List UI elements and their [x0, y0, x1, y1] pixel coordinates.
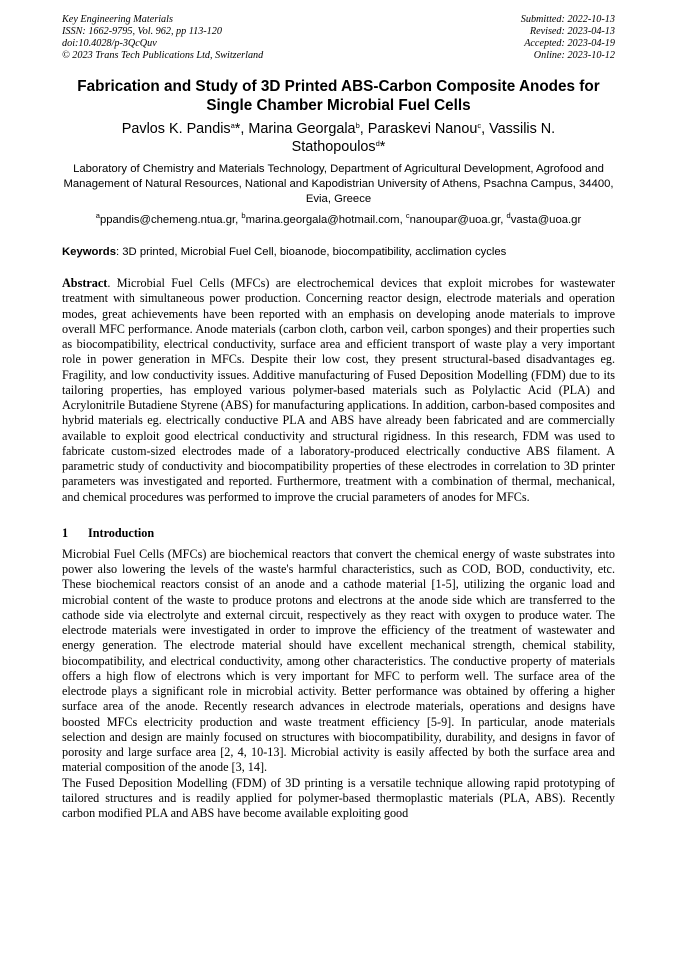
author-list: [62, 120, 615, 156]
date-revised: Revised: 2023-04-13: [529, 26, 615, 37]
intro-paragraph: The Fused Deposition Modelling (FDM) of 3D printing is a versatile technique allowing rapid prototyping of tailored structures and is readily applied for polymer-based thermoplastic materials (PLA, ABS). Recently carbon modified PLA and ABS have become available exploiting good: [62, 775, 615, 820]
publication-dates: [521, 14, 615, 62]
keywords-text: : 3D printed, Microbial Fuel Cell, bioanode, biocompatibility, acclimation cycles: [116, 246, 507, 258]
email-link[interactable]: $^c$nanoupar@uoa.gr,: [405, 211, 507, 226]
author: Pavlos K. Pandis$^a$*,: [121, 121, 249, 137]
section-heading: [62, 526, 615, 541]
journal-issn: ISSN: 1662-9795, Vol. 962, pp 113-120: [62, 26, 222, 37]
journal-doi: doi:10.4028/p-3QcQuv: [62, 38, 157, 49]
abstract: [62, 276, 615, 505]
author: Paraskevi Nanou$^c$,: [367, 121, 490, 137]
author-emails: [62, 213, 615, 228]
keywords-label: Keywords: [62, 246, 116, 258]
journal-info: [62, 14, 263, 62]
email-link[interactable]: $^d$vasta@uoa.gr: [506, 211, 582, 226]
email-link[interactable]: $^b$marina.georgala@hotmail.com,: [241, 211, 406, 226]
section-title: Introduction: [88, 525, 155, 540]
keywords: [62, 245, 615, 260]
section-number: 1: [62, 525, 69, 540]
journal-copyright: © 2023 Trans Tech Publications Ltd, Switzerland: [62, 50, 264, 61]
abstract-text: . Microbial Fuel Cells (MFCs) are electrochemical devices that exploit microbes for wastewater treatment with simultaneous power production. Concerning reactor design, electrode materials and operation modes, great achievements have been reported with an emphasis on developing anode materials to improve overall MFC performance. Anode materials (carbon cloth, carbon veil, carbon sponges) and their properties such as biocompatibility, electrical conductivity, surface area and efficient transport of waste play a very important role in power generation in MFCs. Despite their low cost, they present structural-based disadvantages eg. Fragility, and low conductivity issues. Additive manufacturing of Fused Deposition Modelling (FDM) due to its tailoring properties, has employed various polymer-based materials such as Polylactic Acid (PLA) and Acrylonitrile Butadiene Styrene (ABS) for manufacturing applications. In addition, carbon-based composites and hybrid materials eg. electrically conductive PLA and ABS have already been fabricated and are commercially available to exploit good electrical conductivity and structural rigidness. In this research, FDM was used to fabricate custom-sized electrodes made of a laboratory-produced electrically conductive ABS filament. A parametric study of conductivity and biocompatibility properties of these electrodes in correlation to 3D printer parameters was investigated and reported. Furthermore, treatment with a combination of thermal, mechanical, and chemical procedures was performed to improve the crucial parameters of anodes for MFCs.: [62, 276, 615, 504]
date-online: Online: 2023-10-12: [533, 50, 615, 61]
date-accepted: Accepted: 2023-04-19: [524, 38, 615, 49]
date-submitted: Submitted: 2022-10-13: [520, 14, 615, 25]
paper-page: [62, 14, 615, 821]
author: Vassilis N. Stathopoulos$^d$*: [291, 121, 556, 155]
abstract-label: Abstract: [62, 276, 108, 290]
author: Marina Georgala$^b$,: [248, 121, 368, 137]
paper-title: Fabrication and Study of 3D Printed ABS-Carbon Composite Anodes for Single Chamber Microbial Fuel Cells: [77, 78, 600, 114]
journal-name: Key Engineering Materials: [62, 14, 173, 25]
intro-paragraph: Microbial Fuel Cells (MFCs) are biochemical reactors that convert the chemical energy of waste substrates into power also lowering the levels of the waste's harmful characteristics, such as COD, BOD, conductivity, etc. These biochemical reactors consist of an anode and a cathode material [1-5], utilizing the organic load and microbial content of the waste to produce protons and electrons at the anode side which are transferred to the cathode side via electrolyte and external circuit, respectively as they react with oxygen to produce water. The electrode materials were investigated in order to improve the efficiency of the treatment of wastewater and energy generation. The electrode material should have excellent mechanical strength, chemical stability, biocompatibility, and electrical conductivity, among other characteristics. The conductive property of materials offers a high flow of electrons which is very important for MFC to perform well. The surface area of the electrode plays a significant role in microbial activity. Better performance was obtained by offering a higher surface area of the anode. Recently research advances in electrode materials, operations and designs have boosted MFCs electricity production and waste treatment efficiency [5-9]. In particular, anode materials selection and design are mainly focused on structures with biocompatibility, durability, and designs in favor of porosity and large surface area [2, 4, 10-13]. Microbial activity is easily affected by both the surface area and material composition of the anode [3, 14].: [62, 546, 615, 775]
email-link[interactable]: $^a$ppandis@chemeng.ntua.gr,: [95, 211, 242, 226]
affiliation: Laboratory of Chemistry and Materials Technology, Department of Agricultural Development, Agrofood and Management of Natural Resources, National and Kapodistrian University of Athens, Psachna Campus, 34400, Evia, Greece: [63, 163, 614, 205]
journal-header: [62, 14, 615, 62]
